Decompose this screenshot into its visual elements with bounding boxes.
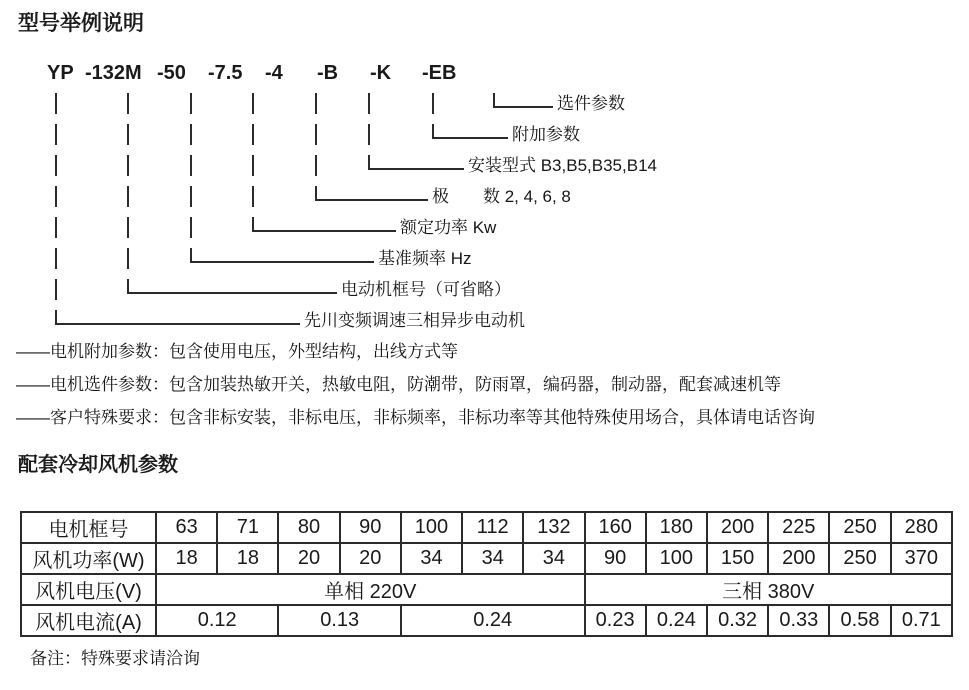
connector-corner bbox=[127, 279, 337, 294]
connector-bar bbox=[190, 217, 192, 238]
frame-number-cell: 180 bbox=[646, 512, 707, 543]
table-row-fan-voltage bbox=[21, 574, 952, 605]
connector-bar bbox=[127, 93, 129, 114]
connector-bar bbox=[190, 124, 192, 145]
connector-bar bbox=[55, 93, 57, 114]
connector-bar bbox=[368, 93, 370, 114]
note-optional-params: ——电机选件参数：包含加装热敏开关，热敏电阻，防潮带，防雨罩，编码器，制动器，配套减速机等 bbox=[16, 375, 781, 394]
code-segment-power: -7.5 bbox=[208, 62, 243, 84]
fan-power-cell: 200 bbox=[768, 543, 829, 574]
frame-number-cell: 90 bbox=[340, 512, 401, 543]
frame-number-cell: 63 bbox=[156, 512, 217, 543]
fan-parameter-table bbox=[20, 511, 953, 637]
breakdown-label: 基准频率 Hz bbox=[378, 249, 472, 268]
page-title: 型号举例说明 bbox=[18, 12, 144, 35]
frame-number-cell: 250 bbox=[829, 512, 890, 543]
code-segment-frequency: -50 bbox=[157, 62, 186, 84]
model-breakdown-row bbox=[0, 124, 969, 155]
row-label-cell: 风机电压(V) bbox=[21, 574, 156, 605]
frame-number-cell: 80 bbox=[278, 512, 339, 543]
connector-bar bbox=[55, 248, 57, 269]
connector-bar bbox=[127, 155, 129, 176]
connector-bar bbox=[55, 217, 57, 238]
voltage-cell: 单相 220V bbox=[156, 574, 585, 605]
fan-power-cell: 250 bbox=[829, 543, 890, 574]
model-breakdown-row bbox=[0, 217, 969, 248]
connector-bar bbox=[190, 93, 192, 114]
frame-number-cell: 160 bbox=[585, 512, 646, 543]
code-segment-mounting: -B bbox=[317, 62, 339, 84]
frame-number-cell: 112 bbox=[462, 512, 523, 543]
fan-section-title: 配套冷却风机参数 bbox=[18, 454, 178, 476]
fan-power-cell: 370 bbox=[891, 543, 952, 574]
model-breakdown-row bbox=[0, 93, 969, 124]
connector-bar bbox=[127, 217, 129, 238]
connector-bar bbox=[55, 279, 57, 300]
fan-power-cell: 20 bbox=[340, 543, 401, 574]
connector-corner bbox=[493, 93, 553, 108]
code-segment-frame: -132M bbox=[85, 62, 142, 84]
connector-bar bbox=[55, 124, 57, 145]
row-label-cell: 风机功率(W) bbox=[21, 543, 156, 574]
fan-power-cell: 20 bbox=[278, 543, 339, 574]
fan-power-cell: 34 bbox=[523, 543, 584, 574]
fan-power-cell: 34 bbox=[462, 543, 523, 574]
connector-bar bbox=[127, 186, 129, 207]
model-breakdown-row bbox=[0, 155, 969, 186]
current-cell: 0.23 bbox=[585, 605, 646, 636]
model-code-diagram bbox=[0, 62, 969, 334]
code-segment-option: -EB bbox=[422, 62, 457, 84]
connector-bar bbox=[315, 124, 317, 145]
frame-number-cell: 225 bbox=[768, 512, 829, 543]
current-cell: 0.24 bbox=[401, 605, 585, 636]
connector-bar bbox=[252, 186, 254, 207]
table-row-fan-current bbox=[21, 605, 952, 636]
table-row-fan-power bbox=[21, 543, 952, 574]
current-cell: 0.33 bbox=[768, 605, 829, 636]
connector-corner bbox=[252, 217, 396, 232]
connector-corner bbox=[368, 155, 464, 170]
connector-corner bbox=[55, 310, 300, 325]
frame-number-cell: 280 bbox=[891, 512, 952, 543]
current-cell: 0.24 bbox=[646, 605, 707, 636]
model-breakdown-row bbox=[0, 279, 969, 310]
frame-number-cell: 71 bbox=[217, 512, 278, 543]
row-label-cell: 风机电流(A) bbox=[21, 605, 156, 636]
connector-bar bbox=[190, 186, 192, 207]
connector-corner bbox=[432, 124, 508, 139]
breakdown-label: 额定功率 Kw bbox=[400, 218, 497, 237]
connector-bar bbox=[252, 124, 254, 145]
breakdown-label: 安装型式 B3,B5,B35,B14 bbox=[468, 156, 657, 175]
code-segment-poles: -4 bbox=[265, 62, 283, 84]
model-breakdown-row bbox=[0, 248, 969, 279]
current-cell: 0.58 bbox=[829, 605, 890, 636]
breakdown-label: 电动机框号（可省略） bbox=[341, 280, 511, 299]
connector-bar bbox=[315, 93, 317, 114]
connector-bar bbox=[252, 93, 254, 114]
code-segment-extra: -K bbox=[370, 62, 392, 84]
connector-bar bbox=[127, 124, 129, 145]
breakdown-label: 极 数 2, 4, 6, 8 bbox=[432, 187, 571, 206]
current-cell: 0.13 bbox=[278, 605, 400, 636]
model-breakdown-row bbox=[0, 186, 969, 217]
note-additional-params: ——电机附加参数：包含使用电压，外型结构，出线方式等 bbox=[16, 342, 458, 361]
connector-bar bbox=[368, 124, 370, 145]
fan-power-cell: 18 bbox=[156, 543, 217, 574]
connector-bar bbox=[432, 93, 434, 114]
connector-bar bbox=[252, 155, 254, 176]
breakdown-label: 先川变频调速三相异步电动机 bbox=[304, 311, 525, 330]
note-special-request: ——客户特殊要求：包含非标安装，非标电压，非标频率，非标功率等其他特殊使用场合，具体请电话咨询 bbox=[16, 408, 815, 427]
voltage-cell: 三相 380V bbox=[585, 574, 952, 605]
fan-power-cell: 90 bbox=[585, 543, 646, 574]
connector-bar bbox=[55, 186, 57, 207]
connector-bar bbox=[190, 155, 192, 176]
fan-power-cell: 18 bbox=[217, 543, 278, 574]
connector-bar bbox=[55, 155, 57, 176]
breakdown-label: 附加参数 bbox=[512, 125, 580, 144]
row-label-cell: 电机框号 bbox=[21, 512, 156, 543]
fan-power-cell: 34 bbox=[401, 543, 462, 574]
current-cell: 0.71 bbox=[891, 605, 952, 636]
breakdown-label: 选件参数 bbox=[557, 94, 625, 113]
code-segment-series: YP bbox=[47, 62, 74, 84]
connector-corner bbox=[315, 186, 428, 201]
connector-bar bbox=[127, 248, 129, 269]
connector-bar bbox=[315, 155, 317, 176]
fan-power-cell: 100 bbox=[646, 543, 707, 574]
model-breakdown-row bbox=[0, 310, 969, 341]
footnote: 备注：特殊要求请洽询 bbox=[30, 649, 200, 668]
frame-number-cell: 200 bbox=[707, 512, 768, 543]
fan-power-cell: 150 bbox=[707, 543, 768, 574]
connector-corner bbox=[190, 248, 374, 263]
current-cell: 0.12 bbox=[156, 605, 278, 636]
current-cell: 0.32 bbox=[707, 605, 768, 636]
table-row-frame-number bbox=[21, 512, 952, 543]
frame-number-cell: 132 bbox=[523, 512, 584, 543]
frame-number-cell: 100 bbox=[401, 512, 462, 543]
